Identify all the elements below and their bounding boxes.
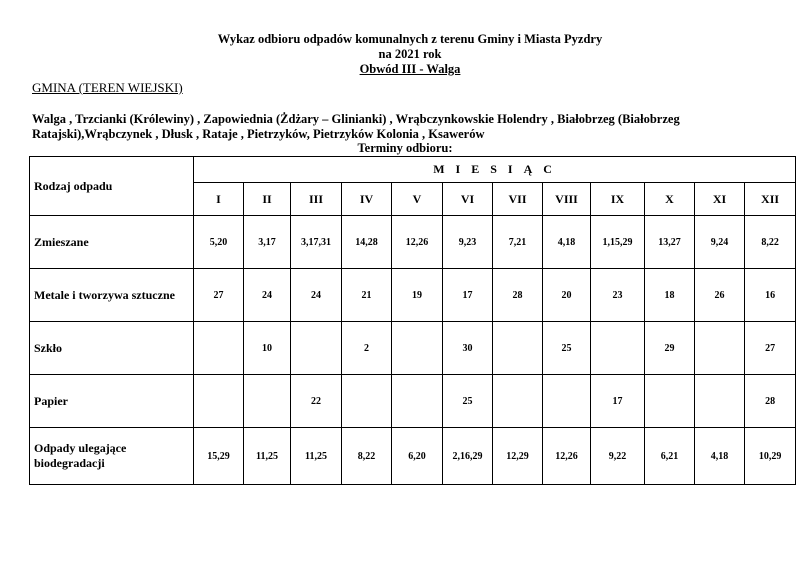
pickup-dates-cell: 3,17,31 [291,216,342,269]
pickup-dates-cell: 2 [342,322,392,375]
pickup-dates-cell: 5,20 [194,216,244,269]
waste-type-label: Metale i tworzywa sztuczne [30,269,194,322]
terms-label: Terminy odbioru: [357,141,453,155]
pickup-dates-cell: 17 [443,269,493,322]
pickup-dates-cell: 7,21 [493,216,543,269]
pickup-dates-cell: 2,16,29 [443,428,493,485]
pickup-dates-cell: 24 [244,269,291,322]
pickup-dates-cell: 23 [591,269,645,322]
month-header-cell: X [645,183,695,216]
table-row [30,269,796,322]
table-header-row [30,157,796,183]
pickup-dates-cell [392,375,443,428]
pickup-dates-cell: 22 [291,375,342,428]
pickup-dates-cell: 10 [244,322,291,375]
month-header-cell: III [291,183,342,216]
pickup-dates-cell: 19 [392,269,443,322]
table-row [30,428,796,485]
pickup-dates-cell [695,322,745,375]
pickup-dates-cell [695,375,745,428]
document-year: na 2021 rok [378,47,442,61]
pickup-dates-cell: 16 [745,269,796,322]
pickup-dates-cell: 21 [342,269,392,322]
pickup-dates-cell: 26 [695,269,745,322]
pickup-dates-cell: 15,29 [194,428,244,485]
pickup-dates-cell [591,322,645,375]
pickup-dates-cell: 13,27 [645,216,695,269]
pickup-dates-cell: 17 [591,375,645,428]
pickup-dates-cell [291,322,342,375]
pickup-dates-cell: 27 [194,269,244,322]
pickup-dates-cell: 28 [745,375,796,428]
month-header-cell: VII [493,183,543,216]
pickup-dates-cell [244,375,291,428]
pickup-dates-cell [392,322,443,375]
pickup-dates-cell [342,375,392,428]
waste-type-label: Odpady ulegające biodegradacji [30,428,194,485]
pickup-dates-cell: 30 [443,322,493,375]
pickup-dates-cell: 24 [291,269,342,322]
waste-type-header: Rodzaj odpadu [30,157,194,216]
waste-type-label: Papier [30,375,194,428]
table-row [30,322,796,375]
pickup-dates-cell: 3,17 [244,216,291,269]
month-header-cell: I [194,183,244,216]
pickup-dates-cell: 27 [745,322,796,375]
pickup-dates-cell: 8,22 [342,428,392,485]
month-header-cell: IV [342,183,392,216]
pickup-dates-cell: 10,29 [745,428,796,485]
document-title: Wykaz odbioru odpadów komunalnych z terenu Gminy i Miasta Pyzdry [217,32,603,46]
month-header-cell: VIII [543,183,591,216]
pickup-dates-cell: 9,24 [695,216,745,269]
pickup-dates-cell [543,375,591,428]
table-row [30,216,796,269]
pickup-dates-cell: 12,26 [543,428,591,485]
pickup-dates-cell: 9,22 [591,428,645,485]
month-header-cell: IX [591,183,645,216]
district-title: Obwód III - Walga [359,62,461,76]
pickup-dates-cell: 14,28 [342,216,392,269]
pickup-dates-cell: 6,21 [645,428,695,485]
pickup-dates-cell: 8,22 [745,216,796,269]
pickup-dates-cell: 9,23 [443,216,493,269]
pickup-dates-cell [194,322,244,375]
pickup-dates-cell: 18 [645,269,695,322]
month-header-cell: V [392,183,443,216]
villages-list: Walga , Trzcianki (Królewiny) , Zapowiednia (Żdżary – Glinianki) , Wrąbczynkowskie Holendry , Białobrzeg (Białobrzeg Ratajski),Wrąbczynek , Dłusk , Rataje , Pietrzyków, Pietrzyków Kolonia , Ksawerów [32,112,680,141]
waste-type-label: Szkło [30,322,194,375]
table-row [30,375,796,428]
pickup-dates-cell: 25 [443,375,493,428]
month-header: M I E S I Ą C [194,157,796,183]
month-header-cell: XI [695,183,745,216]
pickup-dates-cell: 6,20 [392,428,443,485]
pickup-dates-cell: 4,18 [695,428,745,485]
month-header-cell: XII [745,183,796,216]
pickup-dates-cell: 4,18 [543,216,591,269]
collection-schedule-table [29,156,796,485]
waste-type-label: Zmieszane [30,216,194,269]
pickup-dates-cell [493,375,543,428]
area-label: GMINA (TEREN WIEJSKI) [32,80,183,95]
month-header-cell: VI [443,183,493,216]
pickup-dates-cell: 11,25 [244,428,291,485]
pickup-dates-cell: 12,29 [493,428,543,485]
pickup-dates-cell [493,322,543,375]
pickup-dates-cell: 29 [645,322,695,375]
pickup-dates-cell [194,375,244,428]
pickup-dates-cell: 11,25 [291,428,342,485]
pickup-dates-cell: 20 [543,269,591,322]
pickup-dates-cell: 25 [543,322,591,375]
month-header-cell: II [244,183,291,216]
pickup-dates-cell: 1,15,29 [591,216,645,269]
pickup-dates-cell: 12,26 [392,216,443,269]
pickup-dates-cell: 28 [493,269,543,322]
pickup-dates-cell [645,375,695,428]
